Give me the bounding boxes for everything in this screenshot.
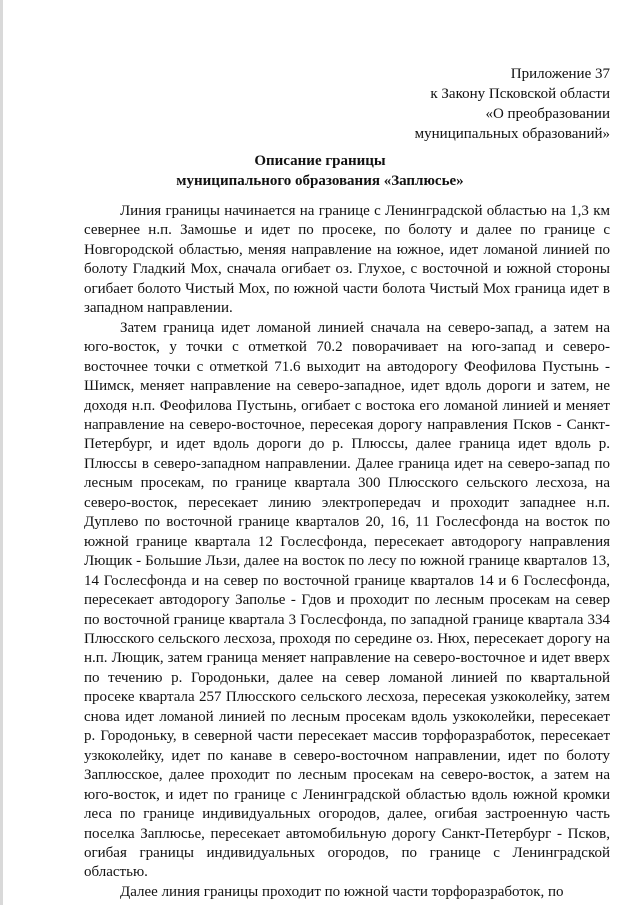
title-line: муниципального образования «Заплюсье» [176, 173, 464, 189]
appendix-line: муниципальных образований» [414, 126, 610, 142]
scan-edge-shadow [0, 0, 3, 905]
appendix-line: «О преобразовании [485, 106, 610, 122]
body-paragraph: Линия границы начинается на границе с Ленинградской областью на 1,3 км севернее н.п. Замошье и идет по просеке, по болоту и далее по границе с Новгородской областью, меняя направление на южное, идет ломаной линией по болоту Гладкий Мох, сначала огибает оз. Глухое, с восточной и южной стороны огибает болото Чистый Мох, по южной части болота Чистый Мох граница идет в западном направлении. [84, 203, 610, 317]
document-title [0, 151, 640, 191]
title-line: Описание границы [254, 153, 386, 169]
body-paragraph: Далее линия границы проходит по южной части торфоразработок, по [120, 883, 564, 900]
appendix-line: к Закону Псковской области [430, 86, 610, 102]
body-paragraph: Затем граница идет ломаной линией сначала на северо-запад, а затем на юго-восток, у точки с отметкой 70.2 поворачивает на юго-запад и северо-восточнее точки с отметкой 71.6 выходит на автодорогу Феофилова Пустынь - Шимск, меняет направление на северо-западное, идет вдоль дороги и затем, не доходя н.п. Феофилова Пустынь, огибает с востока его ломаной линией и меняет направление на северо-восточное, пересекая дорогу направления Псков - Санкт-Петербург, и идет вдоль дороги до р. Плюссы, далее граница идет вдоль р. Плюссы в северо-западном направлении. Далее граница идет на северо-запад по лесным просекам, по границе квартала 300 Плюсского сельского лесхоза, на северо-восток, пересекает линию электропередач и проходит западнее н.п. Дуплево по восточной границе кварталов 20, 16, 11 Гослесфонда на восток по южной границе квартала 12 Гослесфонда, пересекает автодорогу направления Лющик - Большие Льзи, далее на восток по лесу по южной границе кварталов 13, 14 Гослесфонда и на север по восточной границе кварталов 14 и 6 Гослесфонда, пересекает автодорогу Заполье - Гдов и проходит по лесным просекам на север по восточной границе квартала 3 Гослесфонда, по западной границе квартала 334 Плюсского сельского лесхоза, проходя по середине оз. Нюх, пересекает дорогу на н.п. Лющик, затем граница меняет направление на северо-восточное и идет вверх по течению р. Городоньки, далее на север ломаной линией по квартальной просеке квартала 257 Плюсского сельского лесхоза, пересекая узкоколейку, затем снова идет ломаной линией по лесным просекам вдоль узкоколейки, пересекает р. Городоньку, в северной части пересекает массив торфоразработок, пересекает узкоколейку, идет по канаве в северо-восточном направлении, идет по болоту Заплюсское, далее проходит по лесным просекам на северо-восток, а затем на юго-восток, и идет по границе с Ленинградской областью вдоль южной кромки леса по границе индивидуальных огородов, далее, огибая застроенную часть поселка Заплюсье, пересекает автомобильную дорогу Санкт-Петербург - Псков, огибая границы индивидуальных огородов, по границе с Ленинградской областью. [84, 319, 610, 881]
document-body [84, 202, 610, 902]
appendix-header [415, 64, 610, 144]
appendix-line: Приложение 37 [510, 66, 610, 82]
